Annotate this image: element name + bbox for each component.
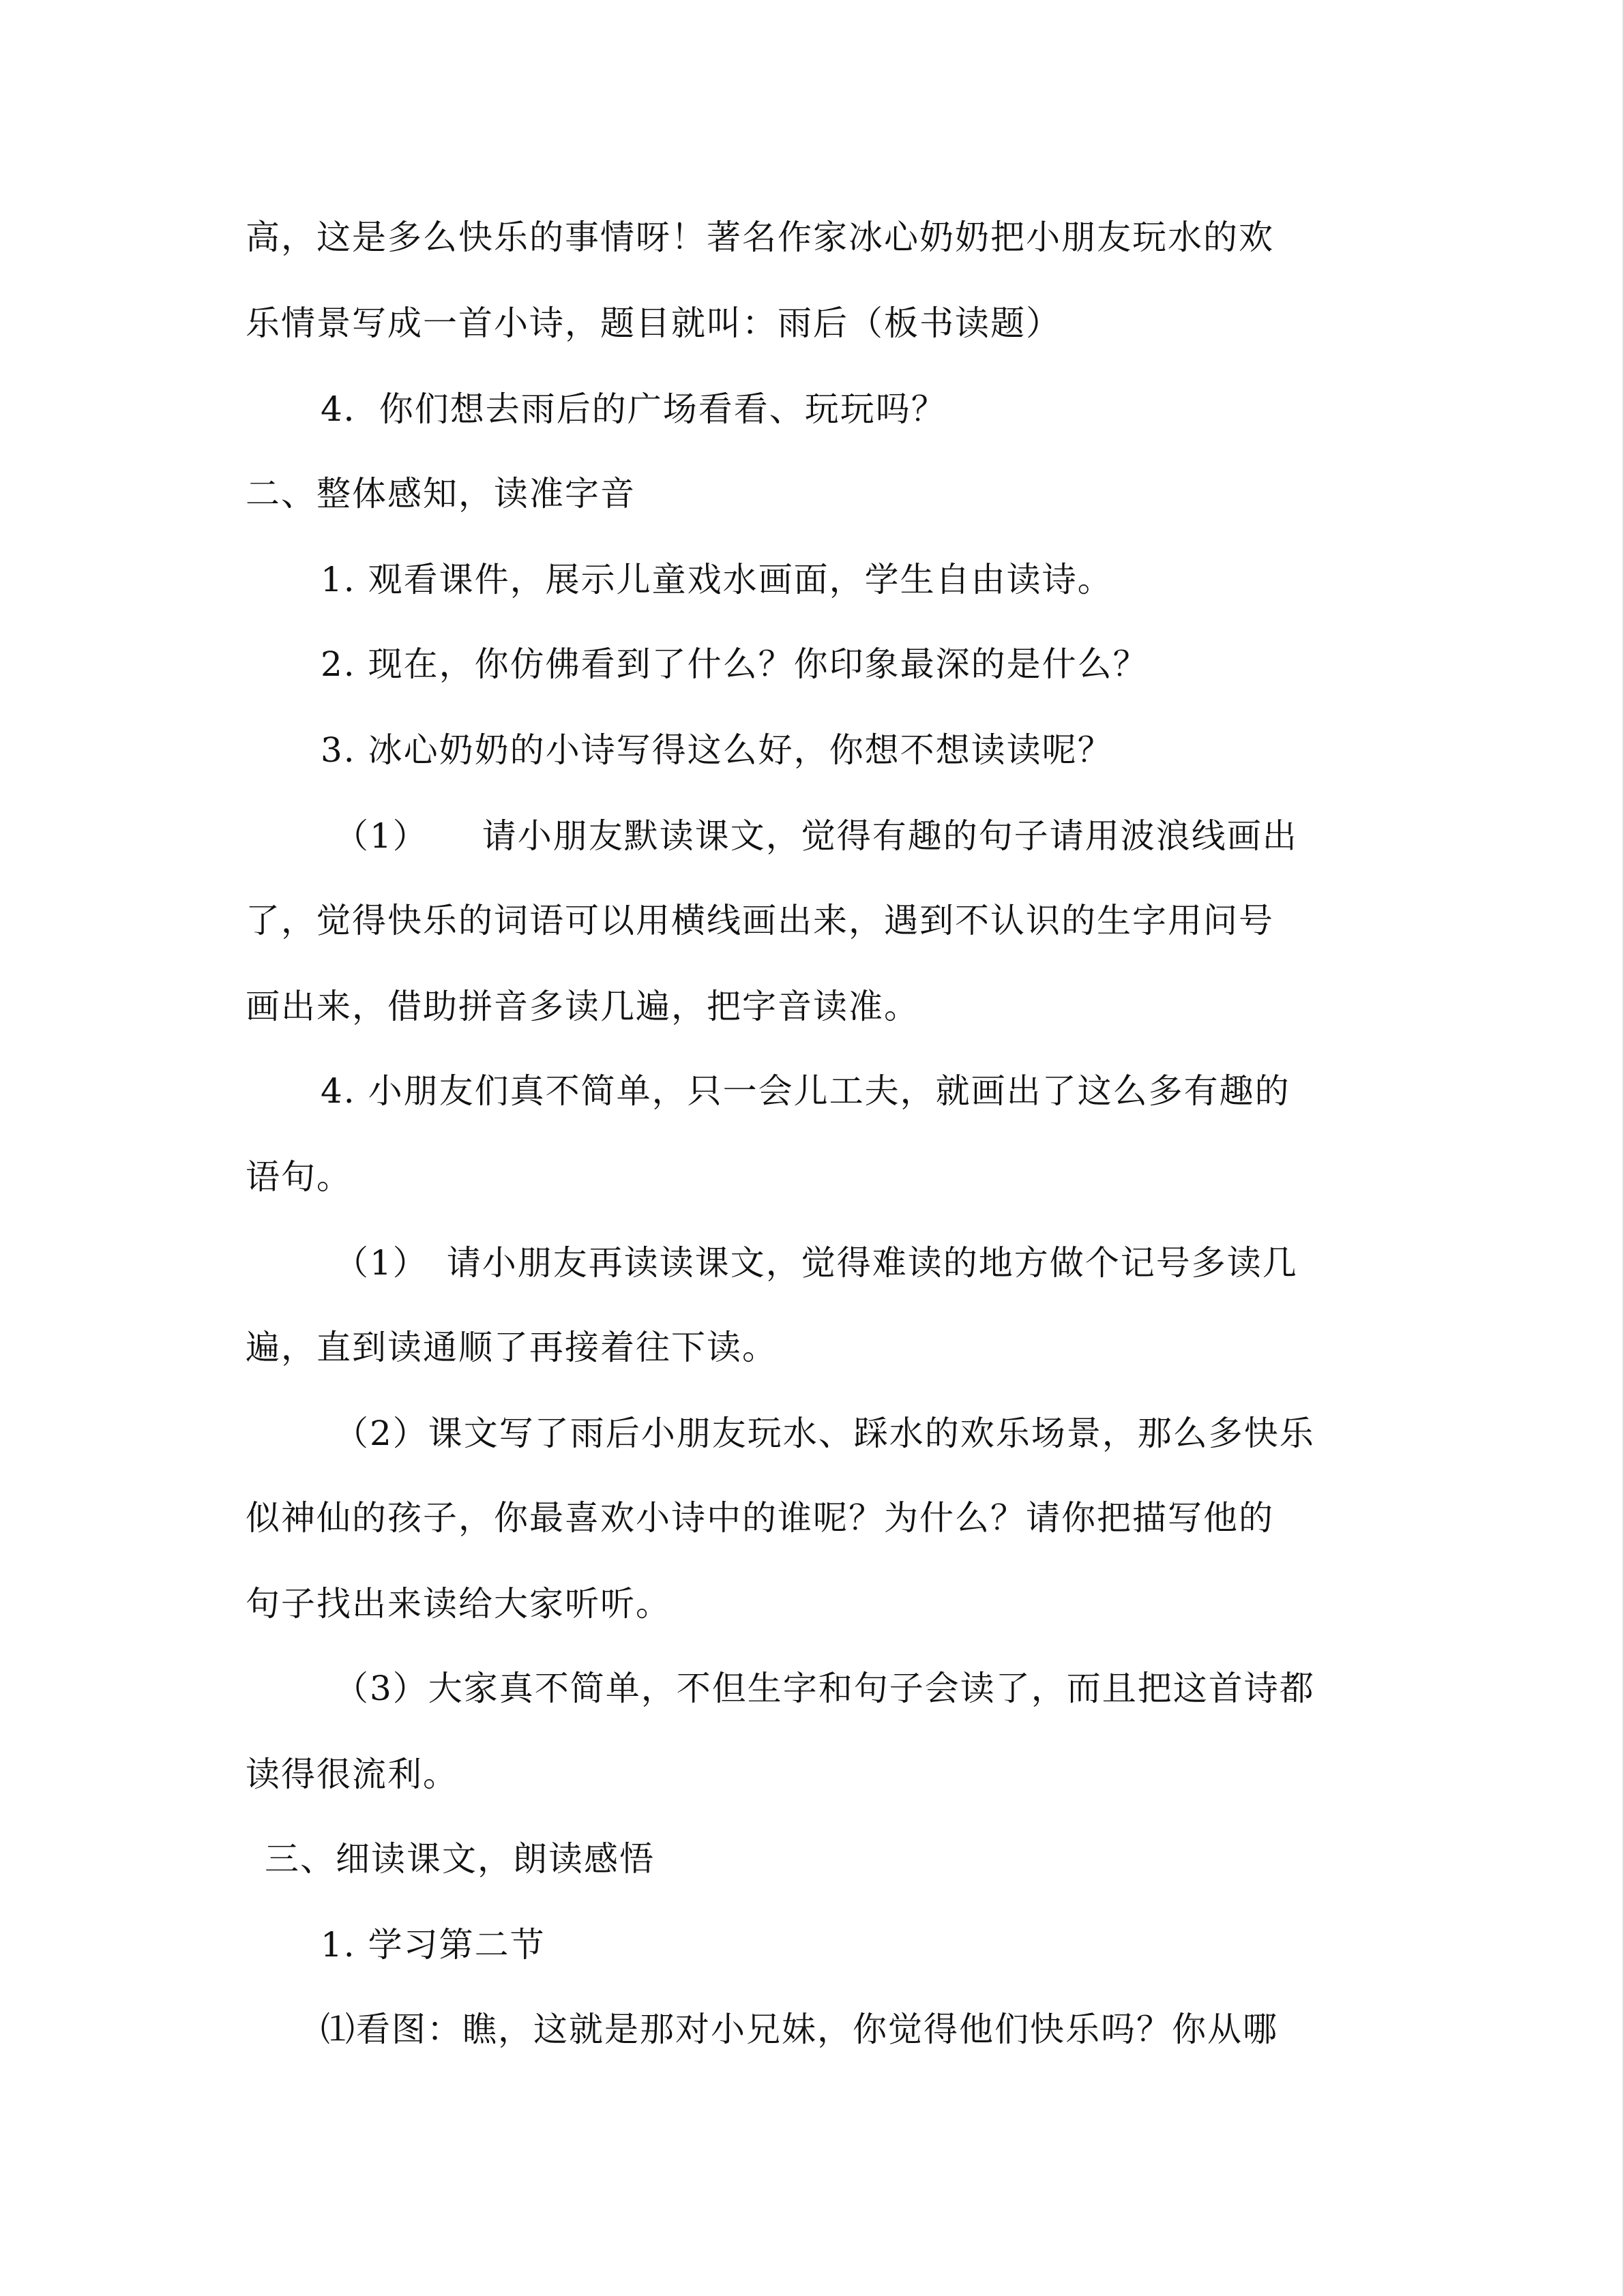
text-line: 画出来，借助拼音多读几遍，把字音读准。 (246, 987, 919, 1026)
sub-list-item: （1） 请小朋友再读读课文，觉得难读的地方做个记号多读几 (334, 1243, 1298, 1283)
sub-list-item: （3）大家真不简单，不但生字和句子会读了，而且把这首诗都 (334, 1669, 1315, 1708)
section-heading: 二、整体感知，读准字音 (246, 474, 636, 513)
list-item: 4．你们想去雨后的广场看看、玩玩吗？ (321, 389, 947, 429)
sub-list-item: （2）课文写了雨后小朋友玩水、踩水的欢乐场景，那么多快乐 (334, 1414, 1315, 1453)
text-line: 语句。 (246, 1157, 352, 1197)
sub-list-item: （1） 请小朋友默读课文，觉得有趣的句子请用波浪线画出 (334, 816, 1298, 856)
sub-list-item: ⑴看图：瞧，这就是那对小兄妹，你觉得他们快乐吗？你从哪 (321, 2010, 1278, 2049)
text-line: 似神仙的孩子，你最喜欢小诗中的谁呢？为什么？请你把描写他的 (246, 1498, 1274, 1538)
text-line: 读得很流利。 (246, 1755, 458, 1794)
text-line: 句子找出来读给大家听听。 (246, 1584, 671, 1624)
section-heading: 三、细读课文，朗读感悟 (265, 1839, 655, 1879)
list-item: 3. 冰心奶奶的小诗写得这么好，你想不想读读呢？ (321, 730, 1113, 770)
text-line: 遍，直到读通顺了再接着往下读。 (246, 1328, 778, 1367)
list-item: 2. 现在，你仿佛看到了什么？你印象最深的是什么？ (321, 644, 1149, 684)
text-line: 高，这是多么快乐的事情呀！著名作家冰心奶奶把小朋友玩水的欢 (246, 218, 1274, 257)
list-item: 1. 学习第二节 (321, 1925, 546, 1965)
text-line: 了，觉得快乐的词语可以用横线画出来，遇到不认识的生字用问号 (246, 901, 1274, 940)
text-line: 乐情景写成一首小诗，题目就叫：雨后（板书读题） (246, 303, 1061, 343)
list-item: 4. 小朋友们真不简单，只一会儿工夫，就画出了这么多有趣的 (321, 1071, 1290, 1111)
list-item: 1. 观看课件，展示儿童戏水画面，学生自由读诗。 (321, 560, 1113, 599)
